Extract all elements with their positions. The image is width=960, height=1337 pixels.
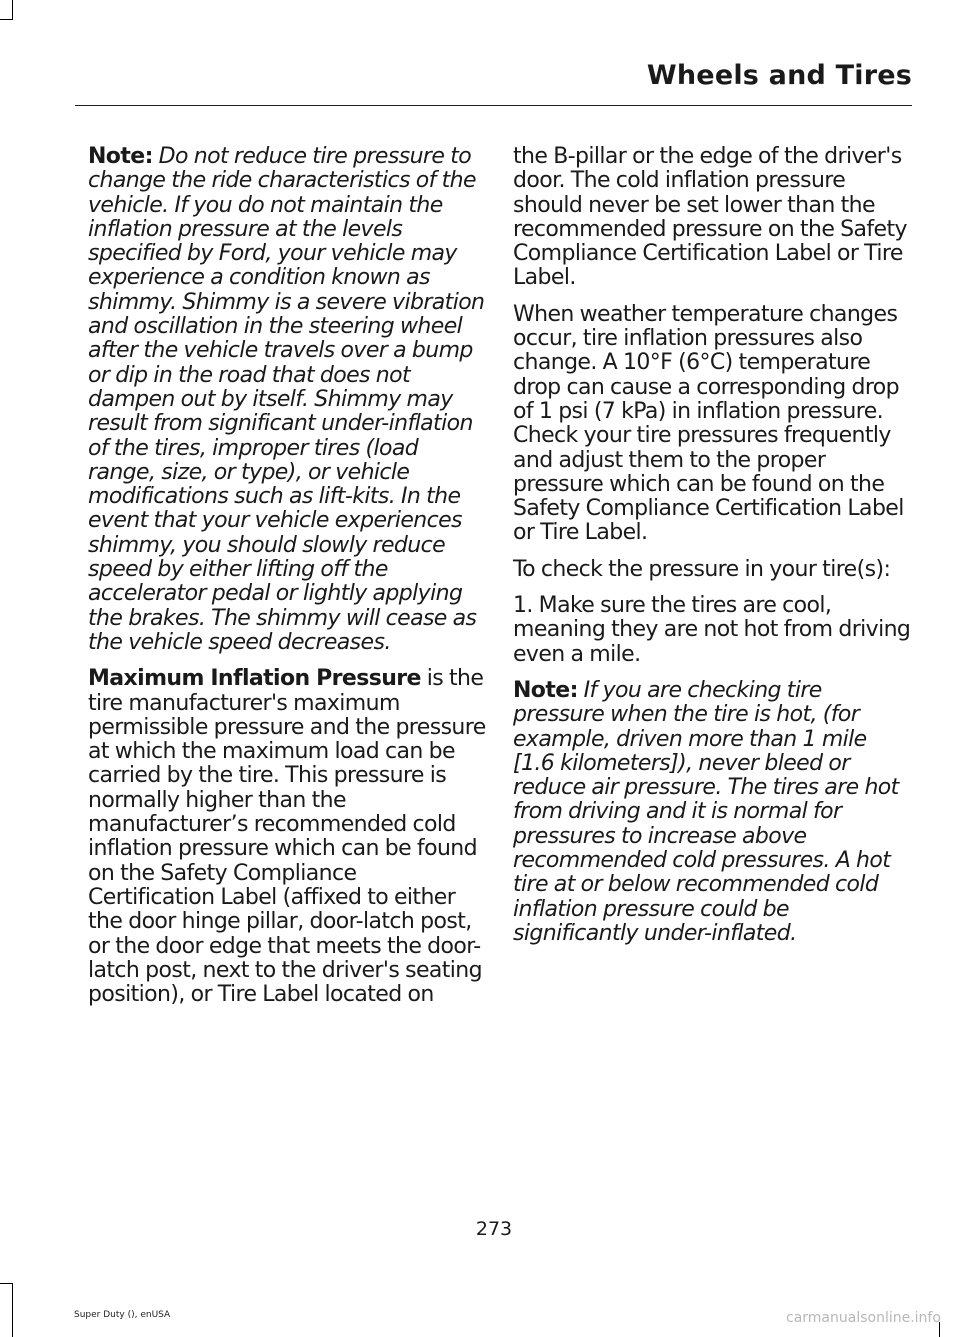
paragraph-check-pressure-intro: To check the pressure in your tire(s): [513, 556, 891, 582]
term-label: Maximum Inflation Pressure [88, 666, 421, 692]
note-label: Note: [513, 677, 578, 703]
header-divider [75, 105, 912, 106]
term-text: is the tire manufacturer's maximum permissible pressure and the pressure at which the maximum load can be carried by the tire. This pressure is normally higher than the manufacturer’s recommended cold inflation pressure which can be found on the Safety Compliance Certification Label (affixed to either the door hinge pillar, door-latch post, or the door edge that meets the door-latch post, next to the driver's seating position), or Tire Label located on [88, 666, 486, 1008]
paragraph-weather-temperature: When weather temperature changes occur, tire inflation pressures also change. A 10°F (6°C) temperature drop can cause a corresponding drop of 1 psi (7 kPa) in inflation pressure. Check your tire pressures frequently and adjust them to the proper pressure which can be found on the Safety Compliance Certification Label or Tire Label. [513, 301, 904, 546]
note-label: Note: [88, 144, 153, 169]
note-text: If you are checking tire pressure when the tire is hot, (for example, driven more than 1 mile [1.6 kilometers]), never bleed or reduce air pressure. The tires are hot from driving and it is normal for pressures to increase above recommended cold pressures. A hot tire at or below recommended cold inflation pressure could be significantly under-inflated. [513, 677, 899, 946]
left-column [88, 145, 486, 1019]
max-inflation-paragraph [88, 667, 486, 1007]
footer-edition: Super Duty (), enUSA [74, 1310, 171, 1320]
note-shimmy-paragraph [88, 145, 486, 655]
crop-mark-top-left [12, 0, 13, 20]
page-number: 273 [475, 1218, 513, 1240]
page-title: Wheels and Tires [646, 60, 912, 91]
watermark: carmanualsonline.info [786, 1310, 941, 1326]
step-1: 1. Make sure the tires are cool, meaning they are not hot from driving even a mile. [513, 593, 911, 667]
right-column [513, 145, 913, 958]
paragraph-cold-inflation: the B-pillar or the edge of the driver's door. The cold inflation pressure should never be set lower than the recommended pressure on the Safety Compliance Certification Label or Tire Label. [513, 144, 907, 291]
note-text: Do not reduce tire pressure to change the ride characteristics of the vehicle. If you do not maintain the inflation pressure at the levels specified by Ford, your vehicle may experience a condition known as shimmy. Shimmy is a severe vibration and oscillation in the steering wheel after the vehicle travels over a bump or dip in the road that does not dampen out by itself. Shimmy may result from significant under-inflation of the tires, improper tires (load range, size, or type), or vehicle modifications such as lift-kits. In the event that your vehicle experiences shimmy, you should slowly reduce speed by either lifting off the accelerator pedal or lightly applying the brakes. The shimmy will cease as the vehicle speed decreases. [88, 144, 485, 655]
crop-mark-top-left-horizontal [0, 19, 12, 20]
note-hot-tire-paragraph [513, 679, 913, 946]
crop-mark-bottom-left [12, 1283, 13, 1337]
crop-mark-bottom-left-horizontal [0, 1283, 12, 1284]
